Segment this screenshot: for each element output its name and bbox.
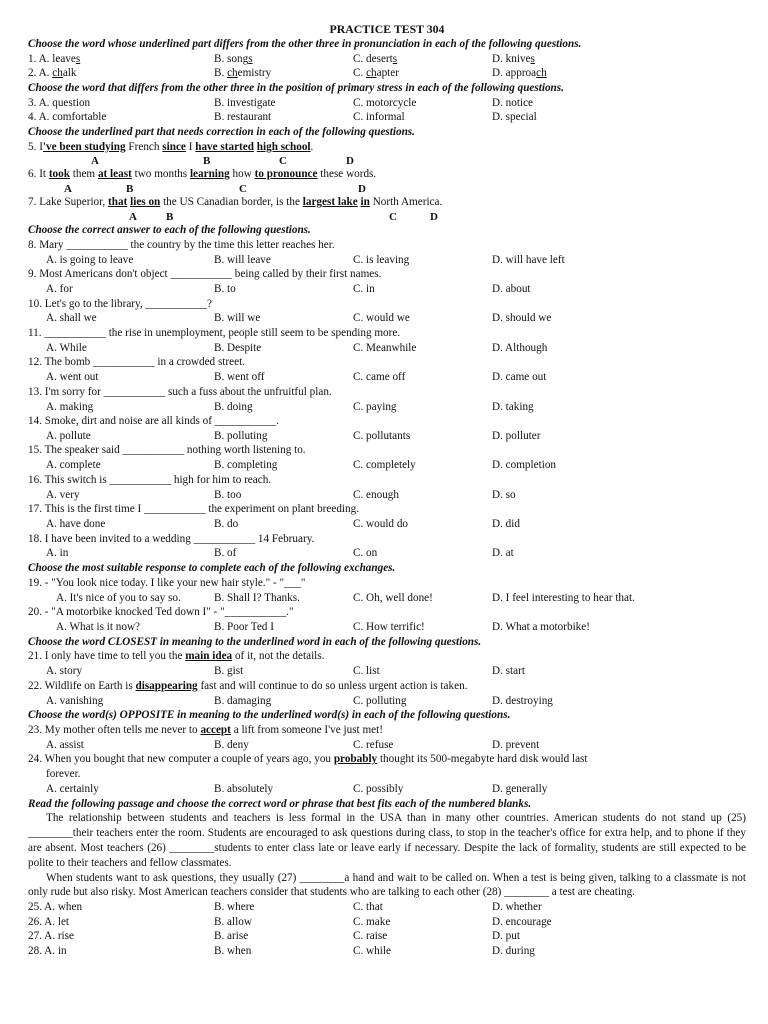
question-stem: 24. When you bought that new computer a couple of years ago, you probably thought its 500-megabyte hard disk would last [28,753,588,766]
underlined-c[interactable]: have started [195,140,254,153]
option-c[interactable]: C. is leaving [353,253,410,266]
section-instruction-exchanges: Choose the most suitable response to complete each of the following exchanges. [28,562,396,575]
option-d[interactable]: D. knives [492,52,535,65]
option-b[interactable]: B. allow [214,915,252,928]
option-b[interactable]: B. when [214,944,252,957]
option-c[interactable]: C. in [353,282,375,295]
option-a[interactable]: A. vanishing [46,694,104,707]
option-d[interactable]: D. encourage [492,915,552,928]
underlined-b[interactable]: at least [97,168,132,181]
question-row [28,915,746,930]
option-b[interactable]: B. will we [214,312,261,325]
underlined-d[interactable]: high school [256,140,311,153]
option-d[interactable]: D. prevent [492,738,540,751]
option-b[interactable]: B. deny [214,738,249,751]
option-d[interactable]: D. special [492,111,537,124]
option-d[interactable]: D. did [492,518,520,531]
option-a[interactable]: A. have done [46,518,106,531]
question-stem: 8. Mary ___________ the country by the time this letter reaches her. [28,238,335,251]
question-stem: 13. I'm sorry for ___________ such a fuss about the unfruitful plan. [28,385,332,398]
option-d[interactable]: D. polluter [492,429,541,442]
option-a[interactable]: A. making [46,400,94,413]
option-a[interactable]: A. pollute [46,429,91,442]
section-instruction-pronunciation: Choose the word whose underlined part differs from the other three in pronunciation in each of the following questions. [28,37,582,50]
passage-paragraph: When students want to ask questions, they usually (27) ________a hand and wait to be called on. When a test is being given, talking to a classmate is not only rude but also risky. Most American teachers consider that students who are talking to each other (28) ________ a test are cheating. [28,871,746,899]
option-a[interactable]: A. is going to leave [46,253,134,266]
options-row [28,400,746,415]
question-stem: 20. - "A motorbike knocked Ted down I" - "___________." [28,606,294,619]
option-c[interactable]: C. on [353,547,378,560]
option-a[interactable]: 27. A. rise [28,930,74,943]
option-b[interactable]: B. to [214,282,236,295]
question-row [28,66,746,81]
options-row [28,458,746,473]
option-b[interactable]: B. gist [214,665,244,678]
option-d[interactable]: D. destroying [492,694,553,707]
option-a[interactable]: 2. A. chalk [28,67,77,80]
option-c[interactable]: C. that [353,901,383,914]
section-instruction-closest: Choose the word CLOSEST in meaning to the underlined word in each of the following questions. [28,635,482,648]
question-row [28,900,746,915]
option-b[interactable]: B. too [214,488,242,501]
option-b[interactable]: B. absolutely [214,782,274,795]
option-c[interactable]: C. list [353,665,380,678]
options-row [28,370,746,385]
option-b[interactable]: B. arise [214,930,249,943]
option-c[interactable]: C. Oh, well done! [353,591,433,604]
option-c[interactable]: C. raise [353,930,388,943]
option-c[interactable]: C. refuse [353,738,394,751]
option-c[interactable]: C. How terrific! [353,621,425,634]
option-c[interactable]: C. polluting [353,694,407,707]
option-b[interactable]: B. songs [214,52,253,65]
section-instruction-stress: Choose the word that differs from the other three in the position of primary stress in each of the following questions. [28,81,564,94]
option-a[interactable]: A. very [46,488,80,501]
underlined-b[interactable]: since [162,140,186,153]
option-d[interactable]: D. approach [492,67,547,80]
option-b[interactable]: B. restaurant [214,111,272,124]
option-a[interactable]: A. story [46,665,83,678]
option-d[interactable]: D. start [492,665,525,678]
question-stem: 23. My mother often tells me never to accept a lift from someone I've just met! [28,724,383,736]
option-a[interactable]: A. in [46,547,69,560]
option-b[interactable]: B. investigate [214,96,276,109]
question-row [28,944,746,959]
options-row [28,620,746,635]
option-b[interactable]: B. do [214,518,239,531]
options-row [28,429,746,444]
option-c[interactable]: C. would do [353,518,409,531]
option-d[interactable]: D. will have left [492,253,565,266]
options-row [28,517,746,532]
option-d[interactable]: D. should we [492,312,552,325]
question-stem: 19. - "You look nice today. I like your new hair style." - "___" [28,576,306,589]
options-row [28,664,746,679]
option-b[interactable]: B. completing [214,459,278,472]
option-a[interactable]: A. for [46,282,73,295]
option-a[interactable]: 25. A. when [28,901,83,914]
option-d[interactable]: D. so [492,488,516,501]
answer-letters: A B C D [129,210,438,223]
option-b[interactable]: B. will leave [214,253,271,266]
underlined-a[interactable]: that [108,196,128,209]
option-b[interactable]: B. Despite [214,341,262,354]
option-d[interactable]: D. completion [492,459,557,472]
underlined-d[interactable]: to pronounce [254,168,318,181]
option-a[interactable]: 4. A. comfortable [28,111,107,124]
option-b[interactable]: B. chemistry [214,67,272,80]
question-stem: 16. This switch is ___________ high for him to reach. [28,473,272,486]
section-instruction-opposite: Choose the word(s) OPPOSITE in meaning to the underlined word(s) in each of the following questions. [28,709,511,722]
question-stem: 9. Most Americans don't object ___________ being called by their first names. [28,268,382,281]
underlined-a[interactable]: 've been studying [42,140,126,153]
option-c[interactable]: C. enough [353,488,399,501]
option-a[interactable]: A. went out [46,371,99,384]
option-a[interactable]: A. shall we [46,312,97,325]
option-c[interactable]: C. came off [353,371,406,384]
option-c[interactable]: C. chapter [353,67,399,80]
option-b[interactable]: B. Shall I? Thanks. [214,591,300,604]
option-d[interactable]: D. notice [492,96,534,109]
option-c[interactable]: C. would we [353,312,410,325]
option-b[interactable]: B. damaging [214,694,272,707]
option-b[interactable]: B. doing [214,400,253,413]
question-stem: 14. Smoke, dirt and noise are all kinds of ___________. [28,415,280,428]
option-a[interactable]: A. complete [46,459,101,472]
option-a[interactable]: A. What is it now? [56,621,140,634]
section-instruction-multiple-choice: Choose the correct answer to each of the following questions. [28,223,311,236]
option-d[interactable]: D. What a motorbike! [492,621,590,634]
option-c[interactable]: C. possibly [353,782,404,795]
question-stem: 12. The bomb ___________ in a crowded street. [28,356,245,369]
page-title: PRACTICE TEST 304 [329,22,445,36]
option-c[interactable]: C. pollutants [353,429,411,442]
option-b[interactable]: B. Poor Ted I [214,621,274,634]
option-a[interactable]: A. It's nice of you to say so. [56,591,181,604]
question-stem-continuation: forever. [46,768,81,781]
option-b[interactable]: B. where [214,901,255,914]
option-c[interactable]: C. motorcycle [353,96,417,109]
option-d[interactable]: D. generally [492,782,548,795]
option-c[interactable]: C. Meanwhile [353,341,417,354]
option-b[interactable]: B. polluting [214,429,268,442]
options-row [28,282,746,297]
option-c[interactable]: C. make [353,915,391,928]
question-stem: 21. I only have time to tell you the main idea of it, not the details. [28,650,325,663]
question-stem: 18. I have been invited to a wedding ___________ 14 February. [28,532,315,545]
option-a[interactable]: A. While [46,341,87,354]
option-a[interactable]: 26. A. let [28,915,70,928]
option-d[interactable]: D. came out [492,371,547,384]
question-row [28,52,746,67]
question-6: 6. It took them at least two months learning how to pronounce these words. [28,168,377,181]
underlined-c[interactable]: largest lake [302,196,358,209]
question-stem: 17. This is the first time I ___________ the experiment on plant breeding. [28,503,360,516]
option-a[interactable]: 1. A. leaves [28,52,81,65]
underlined-b[interactable]: lies on [130,196,161,209]
option-a[interactable]: 28. A. in [28,944,67,957]
question-stem: 15. The speaker said ___________ nothing worth listening to. [28,444,306,457]
question-row [28,96,746,111]
section-instruction-correction: Choose the underlined part that needs correction in each of the following questions. [28,125,415,138]
underlined-c[interactable]: learning [189,168,230,181]
question-stem: 10. Let's go to the library, ___________? [28,297,212,310]
options-row [28,488,746,503]
underlined-a[interactable]: took [48,168,70,181]
option-c[interactable]: C. while [353,944,391,957]
option-d[interactable]: D. whether [492,901,542,914]
options-row [28,311,746,326]
options-row [28,591,746,606]
question-7: 7. Lake Superior, that lies on the US Canadian border, is the largest lake in North America. [28,196,443,209]
option-c[interactable]: C. informal [353,111,405,124]
option-d[interactable]: D. about [492,282,531,295]
option-d[interactable]: D. I feel interesting to hear that. [492,591,635,604]
answer-letters: A B C D [64,183,366,196]
option-d[interactable]: D. during [492,944,535,957]
option-d[interactable]: D. put [492,930,520,943]
option-b[interactable]: B. went off [214,371,265,384]
options-row [28,694,746,709]
question-5: 5. I've been studying French since I have started high school. [28,140,314,153]
options-row [28,341,746,356]
question-row [28,929,746,944]
options-row [28,546,746,561]
options-row [28,738,746,753]
options-row [28,782,746,797]
option-d[interactable]: D. at [492,547,514,560]
question-stem: 22. Wildlife on Earth is disappearing fast and will continue to do so unless urgent action is taken. [28,679,468,692]
options-row [28,253,746,268]
question-stem: 11. ___________ the rise in unemployment, people still seem to be spending more. [28,326,401,339]
option-a[interactable]: A. certainly [46,782,99,795]
option-d[interactable]: D. taking [492,400,534,413]
option-a[interactable]: A. assist [46,738,84,751]
option-c[interactable]: C. paying [353,400,397,413]
option-a[interactable]: 3. A. question [28,96,91,109]
passage-paragraph: The relationship between students and teachers is less formal in the USA than in many other countries. American students do not stand up (25) ________their teachers enter the room. Students are encouraged to ask questions during class, to stop in the teacher's office for extra help, and to phone if they are absent. Most teachers (26) ________students to enter class late or leave early if necessary. Despite the lack of formality, students are still expected to be polite to their teachers and fellow classmates. [28,812,746,869]
option-d[interactable]: D. Although [492,341,548,354]
option-b[interactable]: B. of [214,547,237,560]
answer-letters: A B C D [91,155,354,168]
option-c[interactable]: C. deserts [353,52,398,65]
underlined-d[interactable]: in [360,196,370,209]
question-row [28,110,746,125]
option-c[interactable]: C. completely [353,459,416,472]
section-instruction-passage: Read the following passage and choose the correct word or phrase that best fits each of the numbered blanks. [28,797,532,810]
